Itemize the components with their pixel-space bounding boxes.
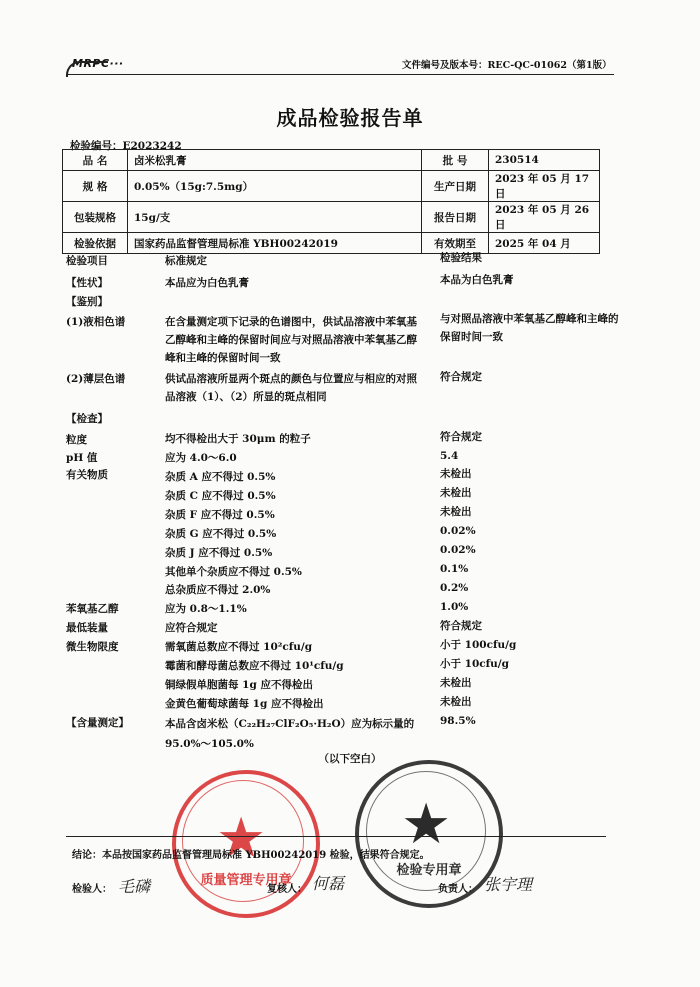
spec-label: 规 格	[63, 171, 128, 202]
footer-divider	[66, 836, 606, 837]
document-number: 文件编号及版本号：REC-QC-01062（第1版）	[402, 60, 612, 71]
item-appearance: 【性状】	[66, 277, 108, 289]
quality-stamp	[172, 770, 320, 918]
mfg-date-label: 生产日期	[422, 171, 489, 202]
standard-impurity-g: 杂质 G 应不得过 0.5%	[165, 528, 277, 540]
item-microbial: 微生物限度	[66, 641, 119, 653]
standard-impurity-j: 杂质 J 应不得过 0.5%	[165, 547, 273, 559]
info-table	[62, 149, 600, 254]
result-yeast-mold: 小于 10cfu/g	[440, 658, 509, 670]
item-particle: 粒度	[66, 434, 87, 446]
standard-particle: 均不得检出大于 30μm 的粒子	[165, 433, 311, 445]
result-impurity-c: 未检出	[440, 487, 472, 499]
item-assay: 【含量测定】	[66, 717, 129, 729]
info-row	[63, 202, 600, 233]
item-hplc: (1)液相色谱	[66, 316, 126, 328]
result-assay: 98.5%	[440, 715, 476, 727]
inspection-serial: 检验编号：E2023242	[70, 140, 182, 152]
company-logo: MRPC···	[72, 57, 124, 70]
result-tlc: 符合规定	[440, 371, 482, 383]
batch-label: 批 号	[422, 150, 489, 171]
result-pseudomonas: 未检出	[440, 677, 472, 689]
result-min-fill: 符合规定	[440, 620, 482, 632]
info-row	[63, 171, 600, 202]
standard-min-fill: 应符合规定	[165, 622, 218, 634]
standard-impurity-a: 杂质 A 应不得过 0.5%	[165, 471, 276, 483]
item-identification: 【鉴别】	[66, 296, 108, 308]
quality-stamp-text: 质量管理专用章	[200, 873, 292, 888]
result-aerobic: 小于 100cfu/g	[440, 639, 517, 651]
result-particle: 符合规定	[440, 431, 482, 443]
star-icon: ★	[401, 792, 452, 857]
reviewer-label: 复核人：	[267, 884, 307, 895]
inspection-stamp	[355, 760, 503, 908]
basis-value: 国家药品监督管理局标准 YBH00242019	[128, 233, 422, 254]
product-name-label: 品 名	[63, 150, 128, 171]
standard-impurity-c: 杂质 C 应不得过 0.5%	[165, 490, 276, 502]
result-impurity-j: 0.02%	[440, 544, 476, 556]
result-impurity-g: 0.02%	[440, 525, 476, 537]
inspector-signature: 毛磷	[118, 877, 151, 896]
page-title: 成品检验报告单	[276, 106, 424, 130]
result-staph: 未检出	[440, 696, 472, 708]
col-header-standard: 标准规定	[165, 255, 207, 267]
standard-tlc: 供试品溶液所显两个斑点的颜色与位置应与相应的对照品溶液（1）、（2）所显的斑点相同	[165, 373, 417, 403]
standard-impurity-f: 杂质 F 应不得过 0.5%	[165, 509, 275, 521]
basis-label: 检验依据	[63, 233, 128, 254]
result-total-impurity: 0.2%	[440, 582, 469, 594]
responsible-signature: 张宇理	[484, 875, 533, 894]
blank-below-note: （以下空白）	[318, 753, 382, 765]
standard-staph: 金黄色葡萄球菌每 1g 应不得检出	[165, 698, 324, 710]
standard-appearance: 本品应为白色乳膏	[165, 277, 249, 289]
pack-value: 15g/支	[128, 202, 422, 233]
conclusion: 结论：本品按国家药品监督管理局标准 YBH00242019 检验，结果符合规定。	[72, 850, 430, 861]
expiry-label: 有效期至	[422, 233, 489, 254]
standard-total-impurity: 总杂质应不得过 2.0%	[165, 584, 271, 596]
result-hplc: 与对照品溶液中苯氧基乙醇峰和主峰的保留时间一致	[440, 313, 619, 343]
info-row	[63, 150, 600, 171]
standard-yeast-mold: 霉菌和酵母菌总数应不得过 10¹cfu/g	[165, 660, 344, 672]
inspection-stamp-text: 检验专用章	[396, 863, 462, 878]
expiry-value: 2025 年 04 月	[489, 233, 600, 254]
responsible-label: 负责人：	[438, 884, 478, 895]
result-impurity-f: 未检出	[440, 506, 472, 518]
inspector-label: 检验人：	[72, 884, 112, 895]
item-tlc: (2)薄层色谱	[66, 373, 126, 385]
item-ph: pH 值	[66, 452, 98, 464]
result-phenoxyethanol: 1.0%	[440, 601, 469, 613]
standard-hplc: 在含量测定项下记录的色谱图中，供试品溶液中苯氧基乙醇峰和主峰的保留时间应与对照品溶液中苯氧基乙醇峰和主峰的保留时间一致	[165, 316, 417, 364]
item-phenoxyethanol: 苯氧基乙醇	[66, 603, 119, 615]
standard-assay: 本品含卤米松（C₂₂H₂₇ClF₂O₅·H₂O）应为标示量的 95.0%～105.0%	[165, 718, 415, 750]
star-icon: ★	[216, 806, 267, 871]
reviewer-signature: 何磊	[312, 874, 345, 893]
spec-value: 0.05%（15g:7.5mg）	[128, 171, 422, 202]
col-header-result: 检验结果	[440, 252, 482, 264]
report-date-label: 报告日期	[422, 202, 489, 233]
batch-value: 230514	[489, 150, 600, 171]
mfg-date-value: 2023 年 05 月 17 日	[489, 171, 600, 202]
item-related: 有关物质	[66, 469, 108, 481]
result-other-single: 0.1%	[440, 563, 469, 575]
standard-pseudomonas: 铜绿假单胞菌每 1g 应不得检出	[165, 679, 313, 691]
item-min-fill: 最低装量	[66, 622, 108, 634]
col-header-item: 检验项目	[66, 255, 108, 267]
result-impurity-a: 未检出	[440, 468, 472, 480]
product-name-value: 卤米松乳膏	[128, 150, 422, 171]
report-date-value: 2023 年 05 月 26 日	[489, 202, 600, 233]
standard-ph: 应为 4.0～6.0	[165, 452, 237, 464]
result-ph: 5.4	[440, 450, 459, 462]
info-row	[63, 233, 600, 254]
pack-label: 包装规格	[63, 202, 128, 233]
standard-phenoxyethanol: 应为 0.8～1.1%	[165, 603, 247, 615]
item-checks: 【检查】	[66, 413, 108, 425]
result-appearance: 本品为白色乳膏	[440, 274, 514, 286]
standard-aerobic: 需氧菌总数应不得过 10²cfu/g	[165, 641, 313, 653]
header-divider	[66, 74, 614, 75]
standard-other-single: 其他单个杂质应不得过 0.5%	[165, 566, 302, 578]
